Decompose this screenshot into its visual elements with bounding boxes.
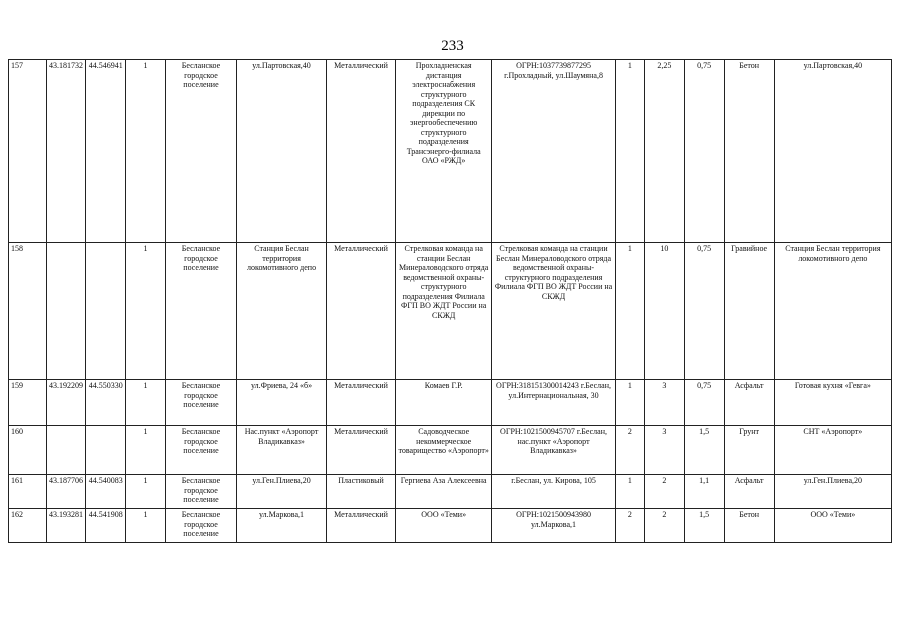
container-count: 1 xyxy=(615,60,644,243)
owner-registration: г.Беслан, ул. Кирова, 105 xyxy=(492,475,615,509)
owner-registration: ОГРН:1021500943980 ул.Маркова,1 xyxy=(492,509,615,543)
settlement: Бесланское городское поселение xyxy=(165,380,236,426)
site-area: 3 xyxy=(645,426,685,475)
page-number: 233 xyxy=(441,38,464,54)
container-volume: 0,75 xyxy=(684,380,724,426)
longitude: 44.546941 xyxy=(86,60,126,243)
address: Станция Беслан территория локомотивного депо xyxy=(237,243,327,380)
site-count: 1 xyxy=(126,509,166,543)
waste-source: ул.Партовская,40 xyxy=(774,60,891,243)
registry-body xyxy=(9,60,892,543)
surface-type: Грунт xyxy=(724,426,774,475)
surface-type: Бетон xyxy=(724,509,774,543)
settlement: Бесланское городское поселение xyxy=(165,60,236,243)
surface-type: Асфальт xyxy=(724,380,774,426)
owner-registration: ОГРН:1037739877295 г.Прохладный, ул.Шаумяна,8 xyxy=(492,60,615,243)
waste-source: СНТ «Аэропорт» xyxy=(774,426,891,475)
settlement: Бесланское городское поселение xyxy=(165,243,236,380)
row-number: 158 xyxy=(9,243,47,380)
container-material: Металлический xyxy=(327,60,396,243)
site-area: 10 xyxy=(645,243,685,380)
owner: ООО «Теми» xyxy=(396,509,492,543)
longitude xyxy=(86,243,126,380)
container-volume: 0,75 xyxy=(684,243,724,380)
longitude: 44.541908 xyxy=(86,509,126,543)
container-volume: 1,5 xyxy=(684,426,724,475)
container-material: Металлический xyxy=(327,509,396,543)
table-row xyxy=(9,380,892,426)
container-material: Металлический xyxy=(327,380,396,426)
owner: Стрелковая команда на станции Беслан Минераловодского отряда ведомственной охраны-структурного подразделения Филиала ФГП ВО ЖДТ России на СКЖД xyxy=(396,243,492,380)
surface-type: Гравийное xyxy=(724,243,774,380)
site-area: 2,25 xyxy=(645,60,685,243)
latitude: 43.193281 xyxy=(46,509,86,543)
address: ул.Маркова,1 xyxy=(237,509,327,543)
surface-type: Бетон xyxy=(724,60,774,243)
address: Нас.пункт «Аэропорт Владикавказ» xyxy=(237,426,327,475)
waste-source: ул.Ген.Плиева,20 xyxy=(774,475,891,509)
row-number: 160 xyxy=(9,426,47,475)
waste-source: ООО «Теми» xyxy=(774,509,891,543)
table-row xyxy=(9,509,892,543)
container-count: 1 xyxy=(615,380,644,426)
site-count: 1 xyxy=(126,380,166,426)
longitude: 44.550330 xyxy=(86,380,126,426)
waste-source: Готовая кухня «Гевга» xyxy=(774,380,891,426)
address: ул.Фриева, 24 «б» xyxy=(237,380,327,426)
waste-source: Станция Беслан территория локомотивного депо xyxy=(774,243,891,380)
container-volume: 0,75 xyxy=(684,60,724,243)
latitude xyxy=(46,243,86,380)
table-row xyxy=(9,60,892,243)
surface-type: Асфальт xyxy=(724,475,774,509)
longitude: 44.540083 xyxy=(86,475,126,509)
table-row xyxy=(9,426,892,475)
settlement: Бесланское городское поселение xyxy=(165,475,236,509)
row-number: 162 xyxy=(9,509,47,543)
container-count: 1 xyxy=(615,475,644,509)
owner: Прохладненская дистанция электроснабжения структурного подразделения СК дирекции по энергообеспечению структурного подразделения Трансэнерго-филиала ОАО «РЖД» xyxy=(396,60,492,243)
longitude xyxy=(86,426,126,475)
address: ул.Ген.Плиева,20 xyxy=(237,475,327,509)
owner-registration: ОГРН:318151300014243 г.Беслан, ул.Интернациональная, 30 xyxy=(492,380,615,426)
container-count: 2 xyxy=(615,509,644,543)
owner-registration: Стрелковая команда на станции Беслан Минераловодского отряда ведомственной охраны-структурного подразделения Филиала ФГП ВО ЖДТ России на СКЖД xyxy=(492,243,615,380)
latitude xyxy=(46,426,86,475)
site-area: 3 xyxy=(645,380,685,426)
settlement: Бесланское городское поселение xyxy=(165,509,236,543)
table-row xyxy=(9,243,892,380)
registry-table xyxy=(8,59,892,543)
latitude: 43.181732 xyxy=(46,60,86,243)
row-number: 161 xyxy=(9,475,47,509)
container-count: 1 xyxy=(615,243,644,380)
site-count: 1 xyxy=(126,475,166,509)
settlement: Бесланское городское поселение xyxy=(165,426,236,475)
row-number: 157 xyxy=(9,60,47,243)
row-number: 159 xyxy=(9,380,47,426)
site-area: 2 xyxy=(645,475,685,509)
site-count: 1 xyxy=(126,243,166,380)
container-volume: 1,5 xyxy=(684,509,724,543)
container-material: Металлический xyxy=(327,426,396,475)
site-count: 1 xyxy=(126,60,166,243)
owner-registration: ОГРН:1021500945707 г.Беслан, нас.пункт «Аэропорт Владикавказ» xyxy=(492,426,615,475)
owner: Комаев Г.Р. xyxy=(396,380,492,426)
site-area: 2 xyxy=(645,509,685,543)
container-volume: 1,1 xyxy=(684,475,724,509)
owner: Садоводческое некоммерческое товарищество «Аэропорт» xyxy=(396,426,492,475)
container-material: Пластиковый xyxy=(327,475,396,509)
table-row xyxy=(9,475,892,509)
owner: Гергиева Аза Алексеевна xyxy=(396,475,492,509)
container-material: Металлический xyxy=(327,243,396,380)
latitude: 43.192209 xyxy=(46,380,86,426)
latitude: 43.187706 xyxy=(46,475,86,509)
site-count: 1 xyxy=(126,426,166,475)
address: ул.Партовская,40 xyxy=(237,60,327,243)
container-count: 2 xyxy=(615,426,644,475)
